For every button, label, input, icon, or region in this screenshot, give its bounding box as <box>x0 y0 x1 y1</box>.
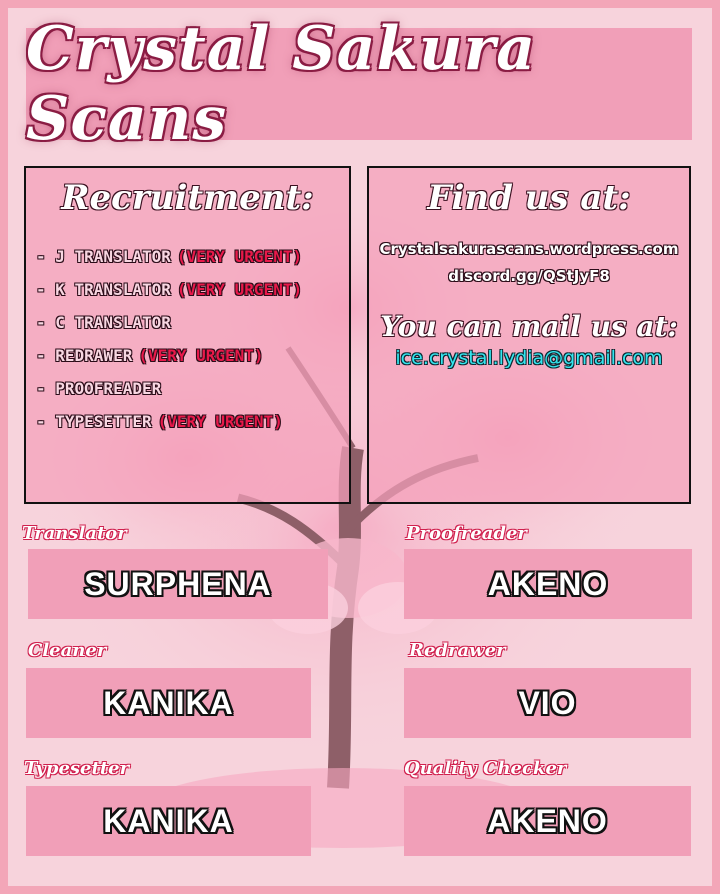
mail-heading: You can mail us at: <box>380 310 678 343</box>
recruitment-item <box>36 240 349 273</box>
recruitment-item <box>36 405 349 438</box>
recruitment-list <box>36 240 349 438</box>
translator-label: Translator <box>22 523 127 544</box>
translator-box <box>28 549 328 619</box>
urgent-tag: (VERY URGENT) <box>176 247 303 266</box>
wordpress-link[interactable]: Crystalsakurascans.wordpress.com <box>379 240 679 258</box>
translator-name: SURPHENA <box>84 565 272 602</box>
quality-checker-name: AKENO <box>487 802 608 839</box>
proofreader-box <box>404 549 692 619</box>
urgent-tag: (VERY URGENT) <box>157 412 283 431</box>
redrawer-box <box>404 668 691 738</box>
recruitment-role: - J TRANSLATOR <box>36 247 171 266</box>
recruitment-item <box>36 273 349 306</box>
recruitment-item <box>36 306 349 339</box>
email-link[interactable]: ice.crystal.lydia@gmail.com <box>395 347 663 369</box>
urgent-tag: (VERY URGENT) <box>138 346 264 365</box>
proofreader-label: Proofreader <box>406 523 527 544</box>
cleaner-box <box>26 668 311 738</box>
redrawer-name: VIO <box>518 684 577 721</box>
typesetter-label: Typesetter <box>24 758 130 779</box>
recruitment-item <box>36 339 349 372</box>
recruitment-item <box>36 372 349 405</box>
recruitment-heading: Recruitment: <box>61 178 314 218</box>
typesetter-box <box>26 786 311 856</box>
recruitment-role: - PROOFREADER <box>36 379 162 398</box>
cleaner-name: KANIKA <box>103 684 234 721</box>
recruitment-role: - REDRAWER <box>36 346 133 365</box>
contact-panel <box>367 166 691 504</box>
typesetter-name: KANIKA <box>103 802 234 839</box>
recruitment-role: - C TRANSLATOR <box>36 313 171 332</box>
contact-links <box>369 236 689 290</box>
page-title: Crystal Sakura Scans <box>26 14 537 154</box>
discord-link[interactable]: discord.gg/QStJyF8 <box>448 267 610 285</box>
recruitment-role: - TYPESETTER <box>36 412 152 431</box>
quality-checker-box <box>404 786 691 856</box>
quality-checker-label: Quality Checker <box>404 758 567 779</box>
redrawer-label: Redrawer <box>409 640 506 661</box>
recruitment-role: - K TRANSLATOR <box>36 280 171 299</box>
proofreader-name: AKENO <box>487 565 609 602</box>
find-us-heading: Find us at: <box>427 178 631 218</box>
cleaner-label: Cleaner <box>28 640 107 661</box>
title-banner <box>26 14 692 154</box>
credits-page <box>8 8 712 886</box>
recruitment-panel <box>24 166 351 504</box>
urgent-tag: (VERY URGENT) <box>176 280 303 299</box>
